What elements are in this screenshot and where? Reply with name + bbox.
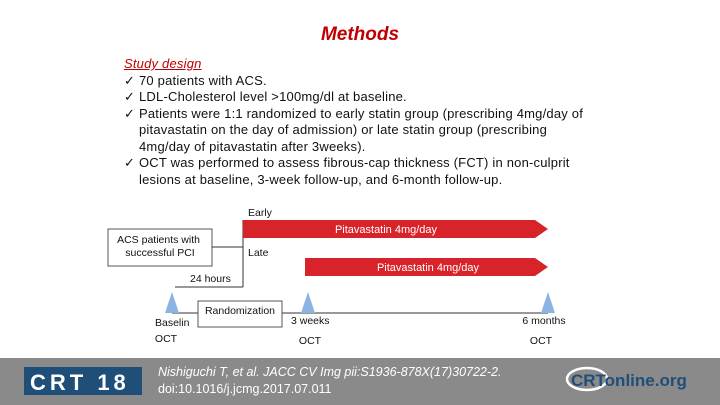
citation-line-1: Nishiguchi T, et al. JACC CV Img pii:S1936-878X(17)30722-2. [158, 365, 502, 379]
randomization-text: Randomization [204, 305, 276, 317]
crt-logo-text: CRT 18 [30, 370, 130, 395]
study-design-item-text: OCT was performed to assess fibrous-cap thickness (FCT) in non-culprit lesions at baseline, 3-week follow-up, and 6-month follow-up. [139, 155, 570, 187]
crt-logo [24, 365, 144, 397]
month6-label: 6 months [522, 315, 566, 327]
late-arrow-text: Pitavastatin 4mg/day [376, 262, 480, 274]
study-design-heading: Study design [124, 56, 202, 71]
study-design-item-text: Patients were 1:1 randomized to early statin group (prescribing 4mg/day of pitavastatin on the day of admission) or late statin group (prescribing 4mg/day of pitavastatin after 3weeks). [139, 105, 584, 154]
checkmark-icon: ✓ [124, 72, 136, 88]
checkmark-icon: ✓ [124, 155, 136, 170]
checkmark-icon: ✓ [124, 89, 136, 104]
crtonline-text: CRTonline.org [571, 371, 687, 390]
patients-box-text-line-2: successful PCI [125, 247, 195, 259]
citation-line-2: doi:10.1016/j.jcmg.2017.07.011 [158, 382, 332, 396]
study-design-item-text: 70 patients with ACS. [139, 72, 267, 88]
svg-text:ACS patients with successf [117, 234, 203, 259]
baseline-label: Baselin [155, 317, 190, 329]
week3-oct-marker-icon [301, 292, 315, 313]
hours-label: 24 hours [190, 273, 231, 285]
late-label: Late [248, 247, 269, 259]
week3-label: 3 weeks [291, 315, 330, 327]
study-design-item-text: LDL-Cholesterol level >100mg/dl at baseline. [139, 89, 407, 104]
patients-box-text: ACS patients with [117, 234, 200, 246]
early-label: Early [248, 207, 272, 219]
slide-title: Methods [320, 24, 400, 45]
early-arrow-text: Pitavastatin 4mg/day [334, 224, 438, 236]
baseline-oct-marker-icon [165, 292, 179, 313]
citation [158, 364, 558, 398]
month6-oct-label: OCT [529, 335, 553, 347]
crtonline-logo [563, 362, 703, 396]
week3-oct-label: OCT [298, 335, 322, 347]
month6-oct-marker-icon [541, 292, 555, 313]
checkmark-icon: ✓ [124, 105, 136, 121]
baseline-oct-label: OCT [154, 333, 178, 345]
